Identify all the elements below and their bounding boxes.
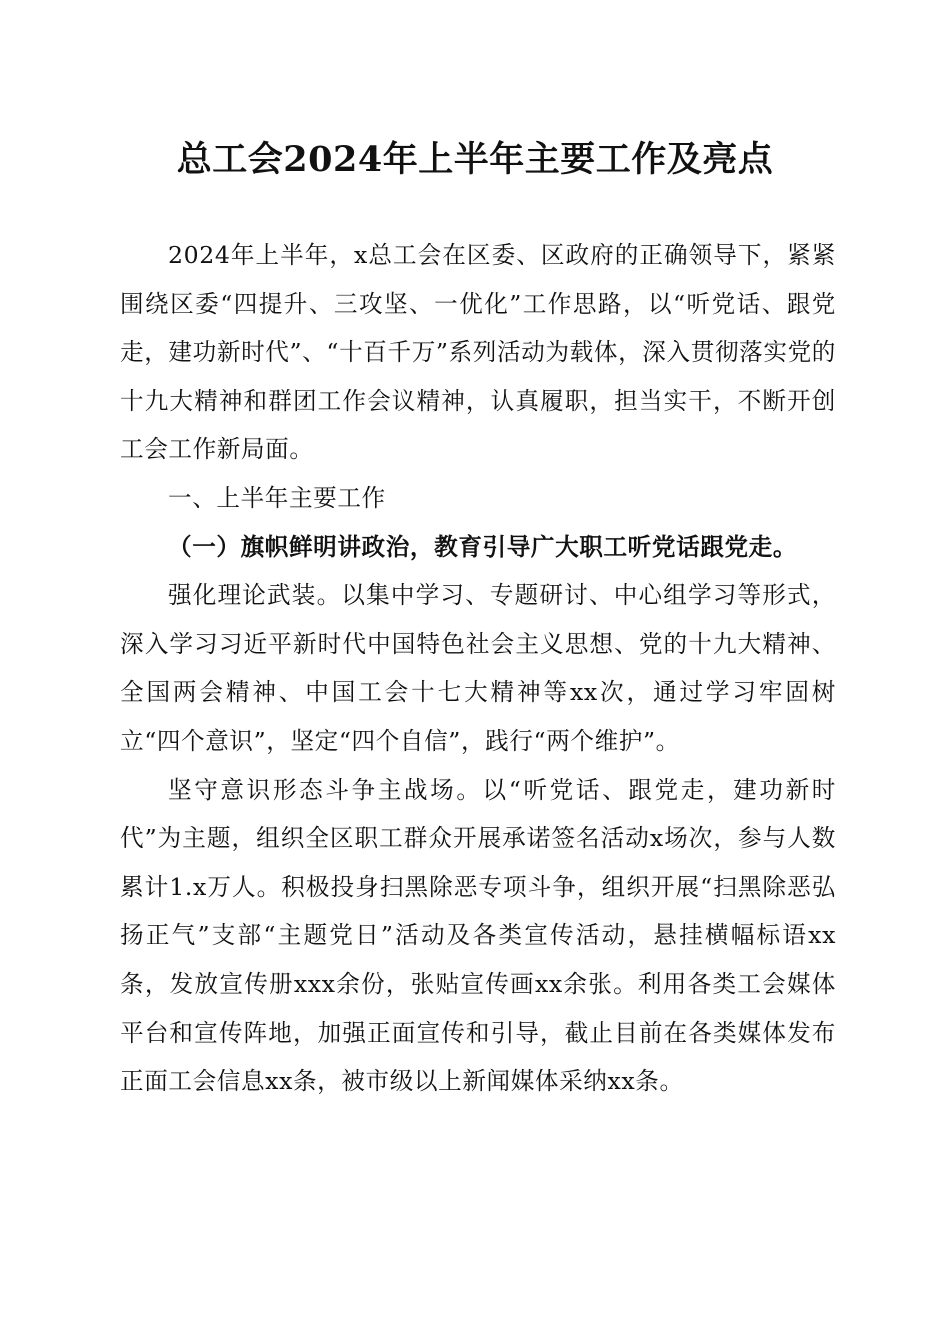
- body-paragraph: 强化理论武装。以集中学习、专题研讨、中心组学习等形式，深入学习习近平新时代中国特色社会主义思想、党的十九大精神、全国两会精神、中国工会十七大精神等xx次，通过学习牢固树立“四个意识”，坚定“四个自信”，践行“两个维护”。: [120, 581, 836, 755]
- section-heading: 一、上半年主要工作: [168, 483, 386, 512]
- body-paragraph: 坚守意识形态斗争主战场。以“听党话、跟党走，建功新时代”为主题，组织全区职工群众开展承诺签名活动x场次，参与人数累计1.x万人。积极投身扫黑除恶专项斗争，组织开展“扫黑除恶弘扬正气”支部“主题党日”活动及各类宣传活动，悬挂横幅标语xx条，发放宣传册xxx余份，张贴宣传画xx余张。利用各类工会媒体平台和宣传阵地，加强正面宣传和引导，截止目前在各类媒体发布正面工会信息xx条，被市级以上新闻媒体采纳xx条。: [120, 775, 836, 1096]
- document-body: [120, 231, 836, 1106]
- intro-paragraph: 2024年上半年，x总工会在区委、区政府的正确领导下，紧紧围绕区委“四提升、三攻坚、一优化”工作思路，以“听党话、跟党走，建功新时代”、“十百千万”系列活动为载体，深入贯彻落实党的十九大精神和群团工作会议精神，认真履职，担当实干，不断开创工会工作新局面。: [120, 241, 836, 464]
- subsection-heading: （一）旗帜鲜明讲政治，教育引导广大职工听党话跟党走。: [168, 532, 798, 561]
- document-title: 总工会2024年上半年主要工作及亮点: [176, 139, 774, 180]
